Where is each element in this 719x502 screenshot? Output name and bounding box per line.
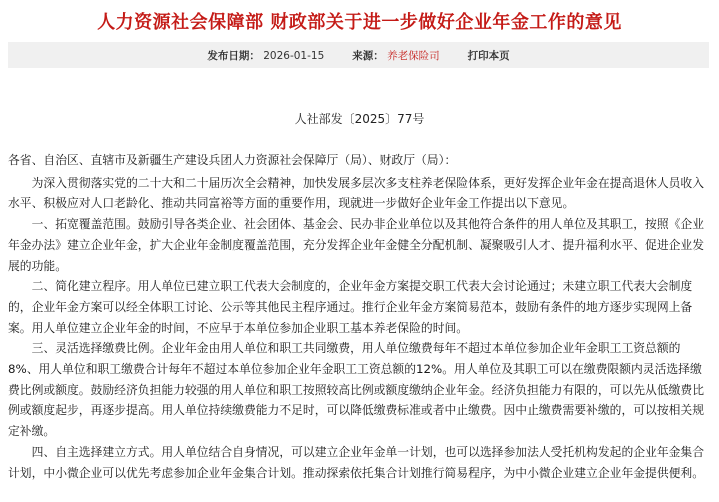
publish-date-item [207, 48, 324, 63]
addressee-line: 各省、自治区、直辖市及新疆生产建设兵团人力资源社会保障厅（局）、财政厅（局）： [8, 153, 457, 167]
article-body [8, 150, 708, 483]
section-1-paragraph: 一、拓宽覆盖范围。鼓励引导各类企业、社会团体、基金会、民办非企业单位以及其他符合条件的用人单位及其职工，按照《企业年金办法》建立企业年金，扩大企业年金制度覆盖范围，充分发挥企业年金健全分配机制、凝聚吸引人才、提升福利水平、促进企业发展的功能。 [8, 217, 705, 273]
source-value: 养老保险司 [387, 49, 440, 62]
source-item [352, 48, 439, 63]
publish-date-label: 发布日期： [207, 49, 260, 62]
document-number: 人社部发〔2025〕77号 [294, 112, 425, 126]
print-page-link[interactable]: 打印本页 [467, 49, 510, 62]
section-2-paragraph: 二、简化建立程序。用人单位已建立职工代表大会制度的，企业年金方案提交职工代表大会讨论通过；未建立职工代表大会制度的，企业年金方案可以经全体职工讨论、公示等其他民主程序通过。推行企业年金方案简易范本，鼓励有条件的地方逐步实现网上备案。用人单位建立企业年金的时间，不应早于本单位参加企业职工基本养老保险的时间。 [8, 279, 693, 335]
intro-paragraph: 为深入贯彻落实党的二十大和二十届历次全会精神，加快发展多层次多支柱养老保险体系，更好发挥企业年金在提高退休人员收入水平、积极应对人口老龄化、推动共同富裕等方面的重要作用，现就进一步做好企业年金工作提出以下意见。 [8, 175, 705, 211]
publish-date-value: 2026-01-15 [263, 49, 325, 62]
article-title: 人力资源社会保障部 财政部关于进一步做好企业年金工作的意见 [97, 12, 622, 33]
article-meta-bar [8, 42, 709, 68]
section-4-paragraph: 四、自主选择建立方式。用人单位结合自身情况，可以建立企业年金单一计划，也可以选择参加法人受托机构发起的企业年金集合计划，中小微企业可以优先考虑参加企业年金集合计划。推动探索依托集合计划推行简易程序，为中小微企业建立企业年金提供便利。 [8, 444, 705, 480]
source-label: 来源： [352, 49, 384, 62]
section-3-paragraph: 三、灵活选择缴费比例。企业年金由用人单位和职工共同缴费，用人单位缴费每年不超过本单位参加企业年金职工工资总额的8%、用人单位和职工缴费合计每年不超过本单位参加企业年金职工工资总额的12%。用人单位及其职工可以在缴费限额内灵活选择缴费比例或额度。鼓励经济负担能力较强的用人单位和职工按照较高比例或额度缴纳企业年金。经济负担能力有限的，可以先从低缴费比例或额度起步，再逐步提高。用人单位持续缴费能力不足时，可以降低缴费标准或者中止缴费。因中止缴费需要补缴的，可以按相关规定补缴。 [8, 341, 705, 439]
